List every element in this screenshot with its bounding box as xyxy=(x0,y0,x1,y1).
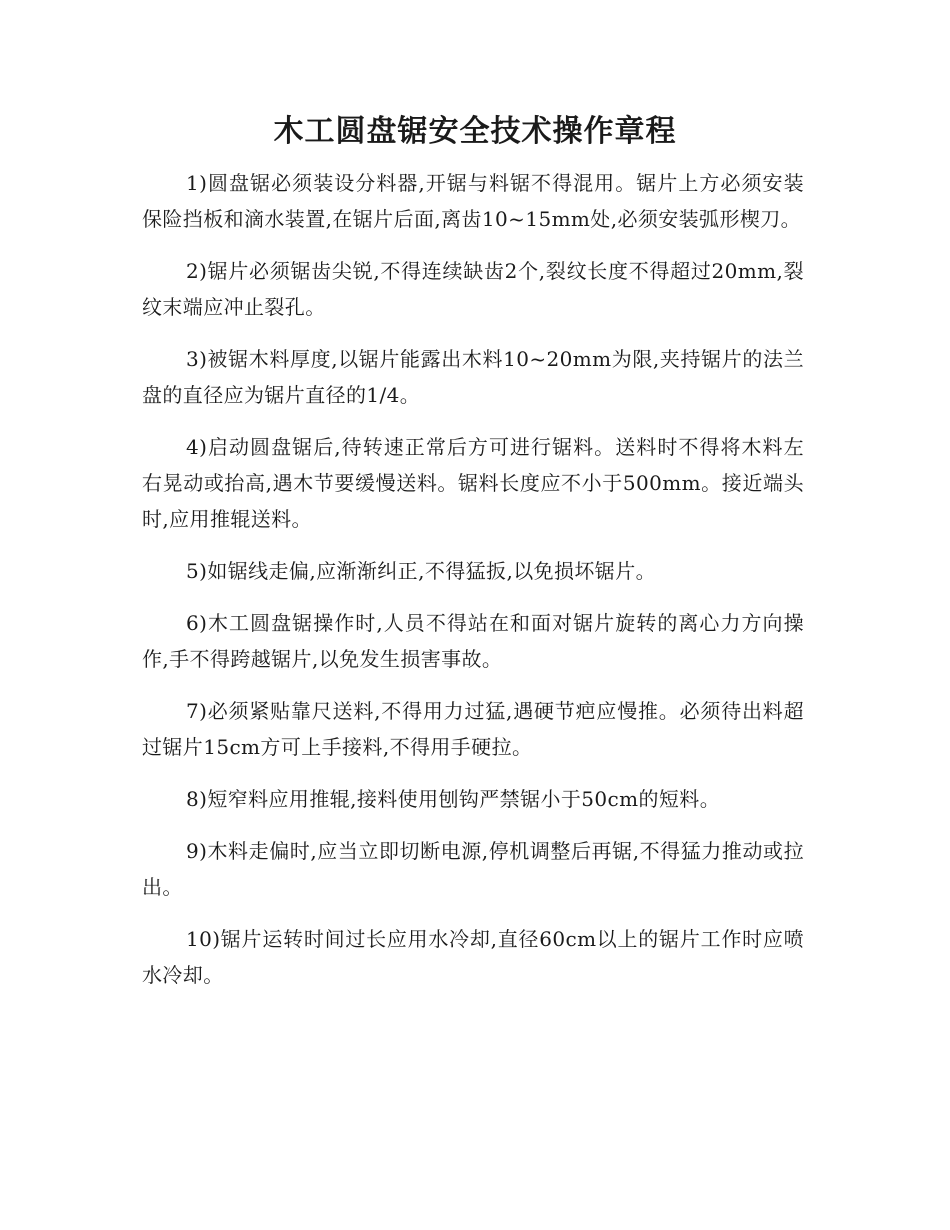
document-title: 木工圆盘锯安全技术操作章程 xyxy=(273,114,677,149)
rule-paragraph-4: 4)启动圆盘锯后,待转速正常后方可进行锯料。送料时不得将木料左右晃动或抬高,遇木节要缓慢送料。锯料长度应不小于500mm。接近端头时,应用推辊送料。 xyxy=(142,435,804,531)
rule-paragraph-3: 3)被锯木料厚度,以锯片能露出木料10~20mm为限,夹持锯片的法兰盘的直径应为锯片直径的1/4。 xyxy=(142,347,804,407)
rule-paragraph-10: 10)锯片运转时间过长应用水冷却,直径60cm以上的锯片工作时应喷水冷却。 xyxy=(142,927,804,987)
rule-paragraph-8: 8)短窄料应用推辊,接料使用刨钩严禁锯小于50cm的短料。 xyxy=(186,787,721,811)
rule-paragraph-9: 9)木料走偏时,应当立即切断电源,停机调整后再锯,不得猛力推动或拉出。 xyxy=(142,839,804,899)
rule-paragraph-2: 2)锯片必须锯齿尖锐,不得连续缺齿2个,裂纹长度不得超过20mm,裂纹末端应冲止裂孔。 xyxy=(142,259,804,319)
rule-paragraph-7: 7)必须紧贴靠尺送料,不得用力过猛,遇硬节疤应慢推。必须待出料超过锯片15cm方可上手接料,不得用手硬拉。 xyxy=(142,699,804,759)
rule-paragraph-5: 5)如锯线走偏,应渐渐纠正,不得猛扳,以免损坏锯片。 xyxy=(186,559,656,583)
rule-paragraph-1: 1)圆盘锯必须装设分料器,开锯与料锯不得混用。锯片上方必须安装保险挡板和滴水装置,在锯片后面,离齿10~15mm处,必须安装弧形楔刀。 xyxy=(142,171,804,231)
document-body xyxy=(142,165,804,1009)
rule-paragraph-6: 6)木工圆盘锯操作时,人员不得站在和面对锯片旋转的离心力方向操作,手不得跨越锯片,以免发生损害事故。 xyxy=(142,611,804,671)
